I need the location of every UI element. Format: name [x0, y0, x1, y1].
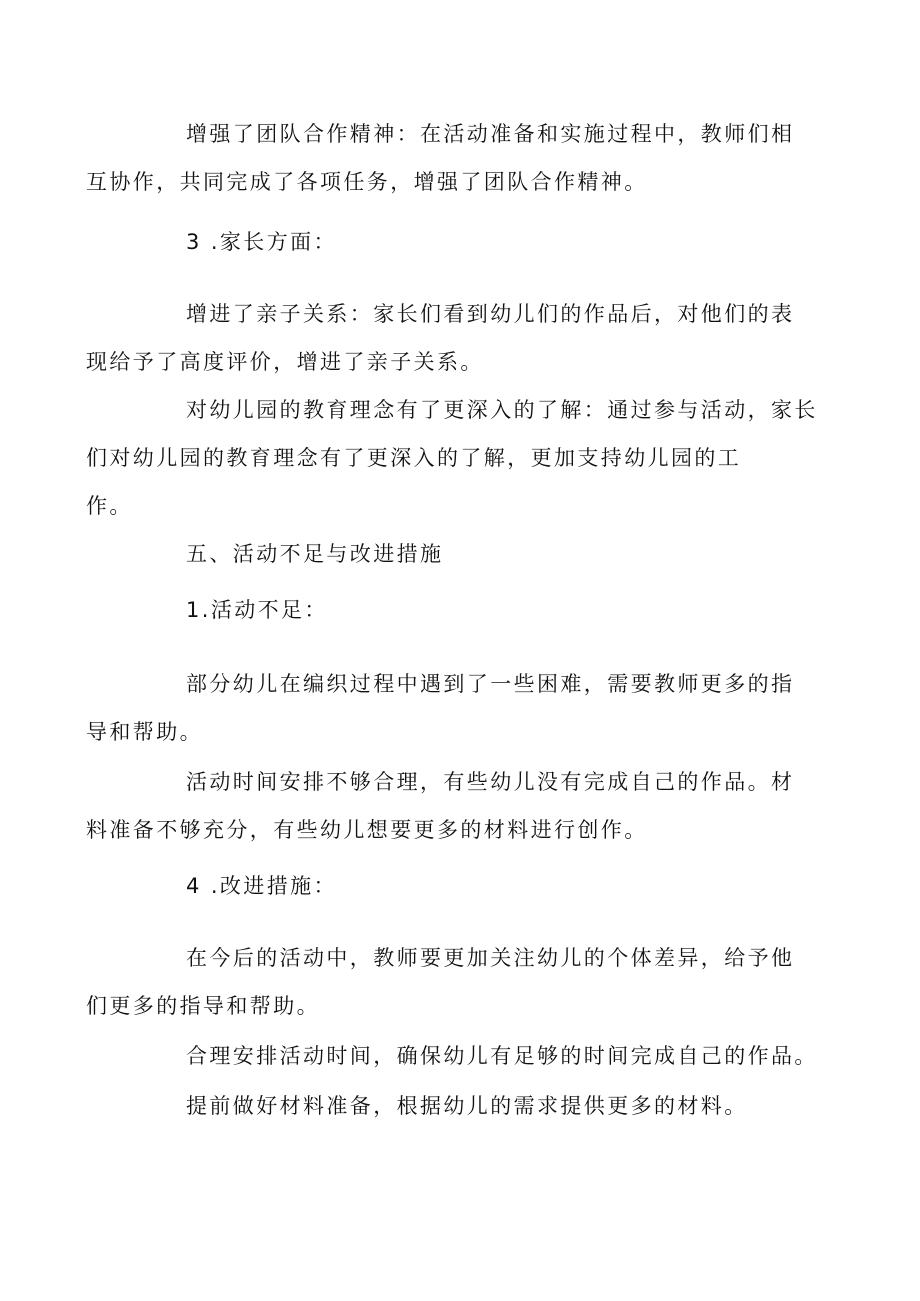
paragraph-prepare-materials [136, 1082, 796, 1130]
paragraph-line: 料准备不够充分，有些幼儿想要更多的材料进行创作。 [86, 818, 648, 842]
paragraph-line: 在今后的活动中，教师要更加关注幼儿的个体差异，给予他 [186, 946, 795, 970]
paragraph-line: 对幼儿园的教育理念有了更深入的了解：通过参与活动，家长 [186, 398, 818, 422]
paragraph-line: 作。 [86, 494, 133, 518]
paragraph-individual-differences [86, 934, 796, 1030]
paragraph-line: 活动时间安排不够合理，有些幼儿没有完成自己的作品。材 [186, 770, 795, 794]
paragraph-line: 合理安排活动时间，确保幼儿有足够的时间完成自己的作品。 [186, 1044, 818, 1068]
section-heading-parents: 3 .家长方面： [186, 230, 337, 254]
paragraph-line: 们对幼儿园的教育理念有了更深入的了解，更加支持幼儿园的工 [86, 446, 742, 470]
paragraph-line: 提前做好材料准备，根据幼儿的需求提供更多的材料。 [186, 1094, 748, 1118]
paragraph-team-spirit [86, 110, 796, 206]
paragraph-line: 增强了团队合作精神：在活动准备和实施过程中，教师们相 [186, 122, 795, 146]
section-heading-shortcomings: 五、活动不足与改进措施 [186, 542, 444, 566]
paragraph-line: 互协作，共同完成了各项任务，增强了团队合作精神。 [86, 170, 648, 194]
paragraph-line: 增进了亲子关系：家长们看到幼儿们的作品后，对他们的表 [186, 302, 795, 326]
paragraph-line: 导和帮助。 [86, 720, 203, 744]
paragraph-line: 部分幼儿在编织过程中遇到了一些困难，需要教师更多的指 [186, 672, 795, 696]
paragraph-education-concept [86, 386, 818, 530]
subsection-heading-shortcomings: 1.活动不足： [186, 598, 328, 622]
paragraph-difficulties [86, 660, 796, 756]
paragraph-line: 们更多的指导和帮助。 [86, 994, 320, 1018]
paragraph-time-materials [86, 758, 796, 854]
paragraph-line: 现给予了高度评价，增进了亲子关系。 [86, 350, 484, 374]
subsection-heading-improvements: 4 .改进措施： [186, 874, 337, 898]
paragraph-schedule-time [136, 1032, 818, 1080]
paragraph-parent-child [86, 290, 796, 386]
